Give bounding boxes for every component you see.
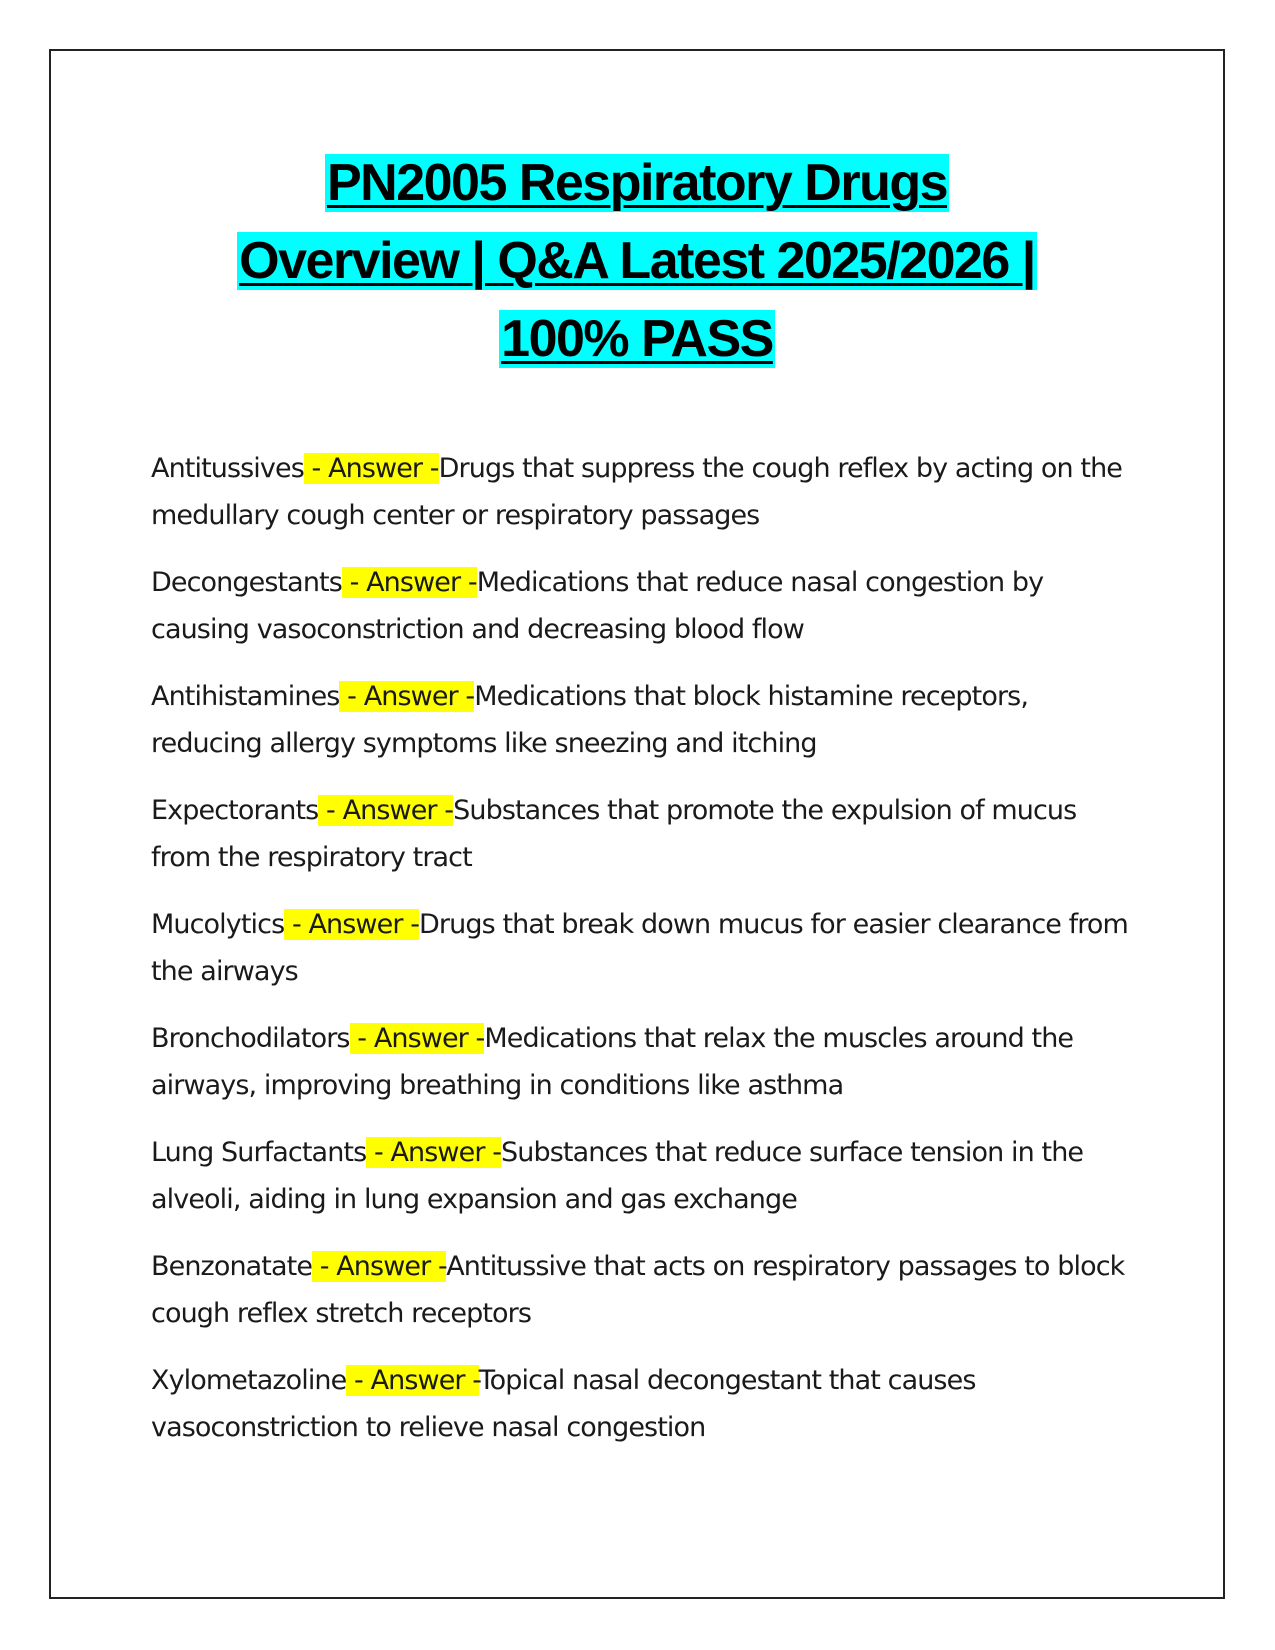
qa-list [151,445,1131,1471]
qa-term: Mucolytics [151,909,285,940]
qa-item [151,1015,1131,1109]
qa-definition: Topical nasal decongestant that causes vasoconstriction to relieve nasal congestion [151,1365,976,1443]
answer-marker: - Answer - [312,1251,447,1282]
title-block [49,144,1225,378]
qa-definition: Antitussive that acts on respiratory passages to block cough reflex stretch receptors [151,1251,1125,1329]
answer-marker: - Answer - [284,909,420,940]
answer-marker: - Answer - [341,567,477,598]
qa-item [151,559,1131,653]
answer-marker: - Answer - [303,453,439,484]
qa-term: Antitussives [151,453,304,484]
qa-definition: Medications that block histamine receptors, reducing allergy symptoms like sneezing and itching [151,681,1028,759]
qa-definition: Drugs that suppress the cough reflex by acting on the medullary cough center or respiratory passages [151,453,1123,531]
qa-term: Benzonatate [151,1251,313,1282]
qa-term: Decongestants [151,567,342,598]
title-line-3: 100% PASS [501,310,773,368]
document-title [49,144,1225,378]
qa-term: Bronchodilators [151,1023,350,1054]
answer-marker: - Answer - [349,1023,485,1054]
qa-term: Xylometazoline [151,1365,347,1396]
qa-item [151,673,1131,767]
qa-definition: Substances that reduce surface tension in the alveoli, aiding in lung expansion and gas exchange [151,1137,1084,1215]
qa-term: Lung Surfactants [151,1137,367,1168]
title-line-2: Overview | Q&A Latest 2025/2026 | [239,232,1035,290]
qa-item [151,901,1131,995]
qa-item [151,787,1131,881]
qa-definition: Medications that reduce nasal congestion by causing vasoconstriction and decreasing blood flow [151,567,1044,645]
qa-definition: Substances that promote the expulsion of mucus from the respiratory tract [151,795,1077,873]
qa-item [151,1129,1131,1223]
qa-term: Antihistamines [151,681,340,712]
qa-item [151,1357,1131,1451]
qa-item [151,1243,1131,1337]
answer-marker: - Answer - [366,1137,502,1168]
answer-marker: - Answer - [346,1365,479,1396]
qa-item [151,445,1131,539]
answer-marker: - Answer - [318,795,454,826]
qa-definition: Medications that relax the muscles around the airways, improving breathing in conditions like asthma [151,1023,1074,1101]
qa-term: Expectorants [151,795,319,826]
title-line-1: PN2005 Respiratory Drugs [326,154,948,212]
qa-definition: Drugs that break down mucus for easier clearance from the airways [151,909,1128,987]
answer-marker: - Answer - [339,681,475,712]
